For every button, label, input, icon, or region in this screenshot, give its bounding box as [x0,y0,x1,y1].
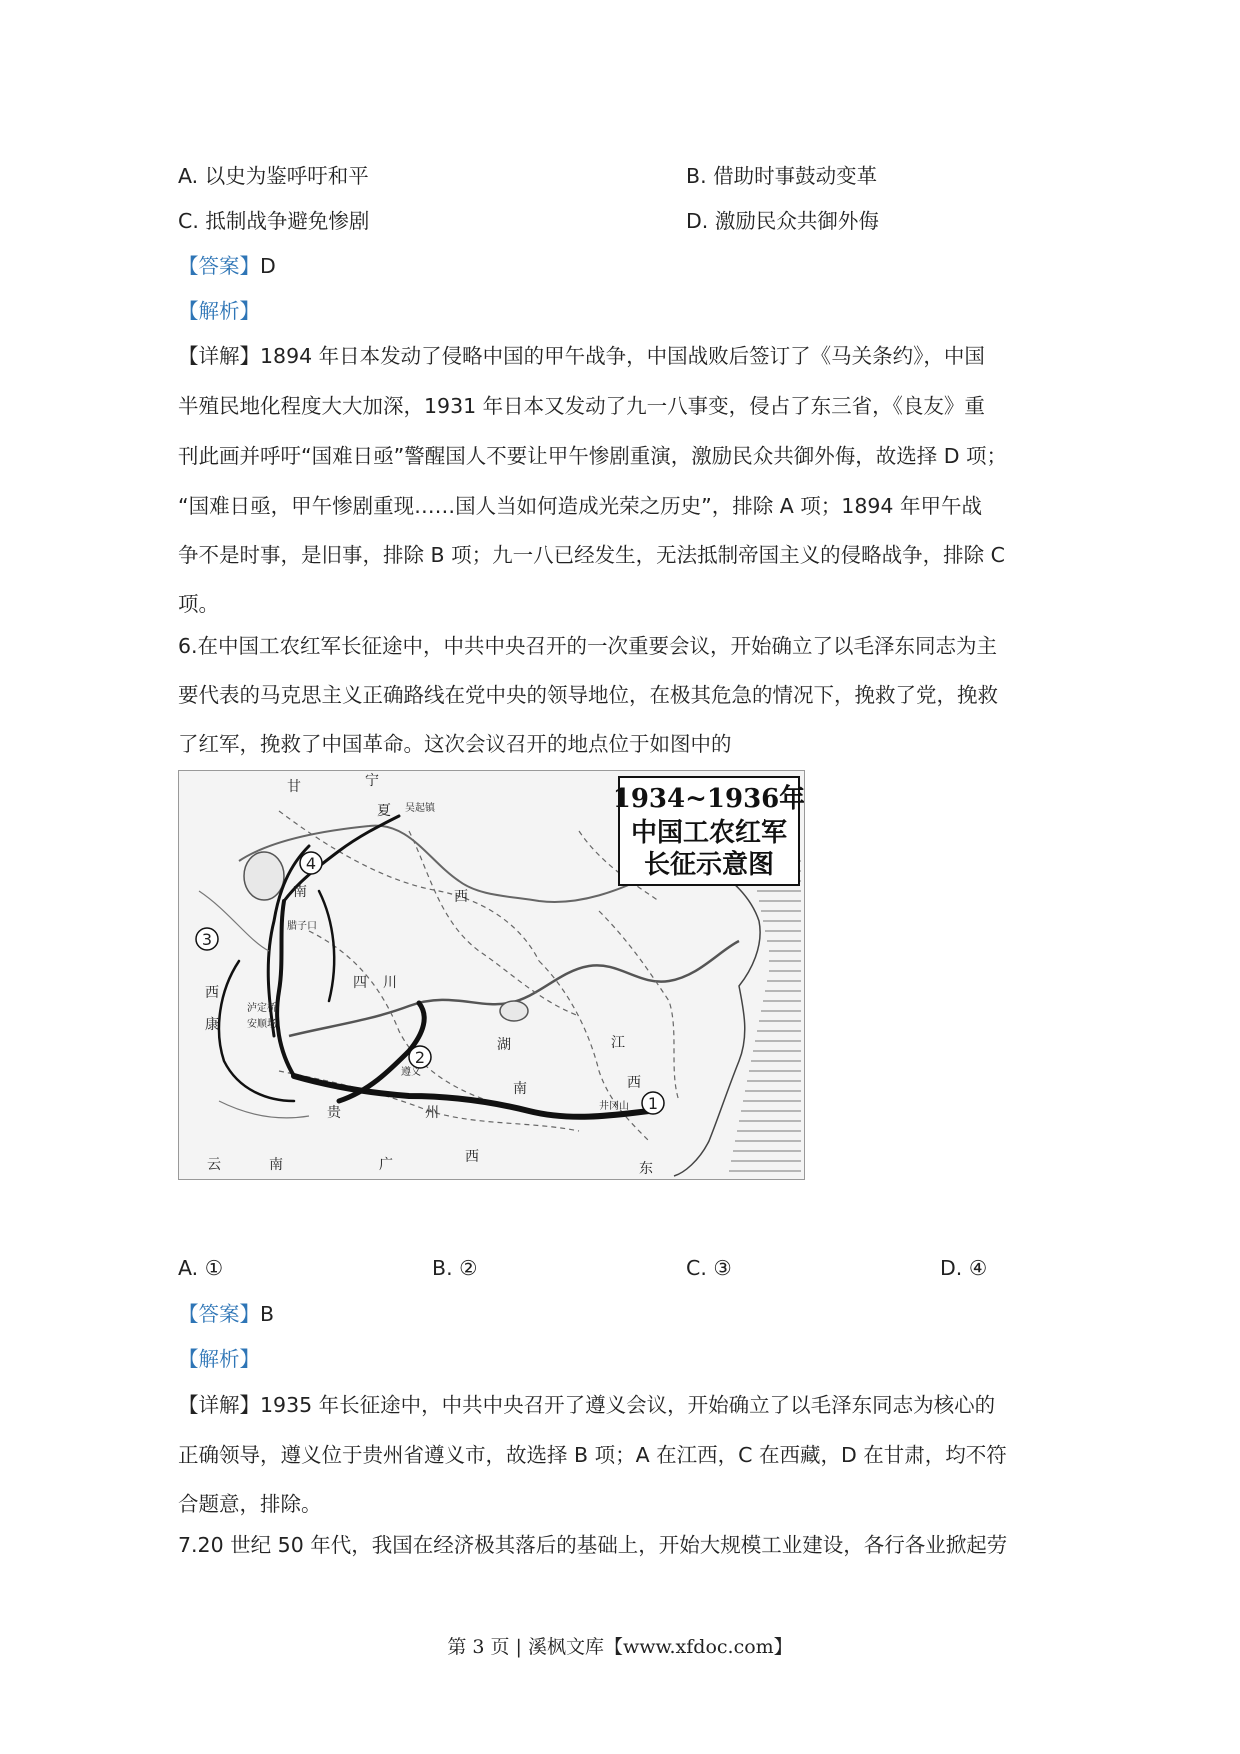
answer-tag: 【答案】 [178,1302,260,1326]
marker-2 [409,1046,431,1068]
map-title-box [613,777,804,885]
q5-detail-line-4: “国难日亟，甲午惨剧重现……国人当如何造成光荣之历史”，排除 A 项；1894 年甲午战 [178,494,982,518]
province-label: 南 [293,884,307,900]
q6-analysis-tag: 【解析】 [178,1347,260,1371]
coastline [674,851,760,1176]
lake [500,1001,528,1021]
q5-detail-line-5: 争不是时事，是旧事，排除 B 项；九一八已经发生，无法抵制帝国主义的侵略战争，排除 C [178,543,1005,567]
map-title-line-3: 长征示意图 [643,850,775,880]
q7-stem-line-1: 7.20 世纪 50 年代，我国在经济极其落后的基础上，开始大规模工业建设，各行各业掀起劳 [178,1533,1008,1557]
place-label: 安顺场 [247,1019,277,1030]
place-label: 腊子口 [287,921,317,932]
q6-stem-line-2: 要代表的马克思主义正确路线在党中央的领导地位，在极其危急的情况下，挽救了党，挽救 [178,683,998,707]
place-label: 井冈山 [599,1101,629,1112]
province-label: 夏 [377,803,391,819]
q6-answer [178,1300,274,1328]
q5-option-b: B. 借助时事鼓动变革 [686,164,878,188]
q5-detail-line-3: 刊此画并呼吁“国难日亟”警醒国人不要让甲午惨剧重演，激励民众共御外侮，故选择 D 项； [178,444,1008,468]
svg-text:4: 4 [305,854,317,873]
province-label: 四 [353,975,367,991]
q6-option-a: A. ① [178,1256,224,1280]
q5-detail-line-6: 项。 [178,592,219,616]
answer-value: D [260,254,276,278]
q5-option-a: A. 以史为鉴呼吁和平 [178,164,369,188]
q5-answer [178,252,276,280]
map-title-line-2: 中国工农红军 [630,818,788,848]
province-label: 西 [627,1075,641,1091]
q5-option-d: D. 激励民众共御外侮 [686,209,879,233]
answer-value: B [260,1302,275,1326]
map-title-line-1: 1934~1936年 [612,784,804,814]
svg-text:2: 2 [414,1048,426,1067]
marker-4 [300,852,322,874]
answer-tag: 【答案】 [178,254,260,278]
svg-text:1: 1 [647,1094,659,1113]
place-label: 泸定桥 [247,1003,277,1014]
q5-detail-line-1: 【详解】1894 年日本发动了侵略中国的甲午战争，中国战败后签订了《马关条约》，中国 [178,344,985,368]
province-label: 广 [379,1157,393,1173]
province-label: 东 [639,1161,653,1177]
province-label: 西 [205,985,219,1001]
q5-analysis-tag: 【解析】 [178,299,260,323]
marker-3 [196,928,218,950]
q6-detail-line-3: 合题意，排除。 [178,1492,322,1516]
marker-1 [642,1092,664,1114]
province-label: 湖 [497,1037,511,1053]
province-label: 西 [465,1149,479,1165]
q6-detail-line-2: 正确领导，遵义位于贵州省遵义市，故选择 B 项；A 在江西，C 在西藏，D 在甘肃，均不符 [178,1443,1007,1467]
q5-option-c: C. 抵制战争避免惨剧 [178,209,370,233]
province-label: 川 [383,975,397,991]
page-footer: 第 3 页 | 溪枫文库【www.xfdoc.com】 [447,1636,793,1658]
place-label: 遵义 [401,1067,421,1078]
long-march-map-svg [179,771,804,1179]
province-label: 南 [513,1081,527,1097]
lake [244,852,284,900]
q5-detail-line-2: 半殖民地化程度大大加深，1931 年日本又发动了九一八事变，侵占了东三省，《良友》重 [178,394,985,418]
province-label: 甘 [287,779,301,795]
long-march-map [178,770,805,1180]
sea-hatching [729,861,801,1171]
river [219,1101,309,1118]
svg-text:3: 3 [201,930,213,949]
q6-stem-line-3: 了红军，挽救了中国革命。这次会议召开的地点位于如图中的 [178,732,732,756]
province-label: 贵 [327,1105,341,1121]
province-label: 云 [207,1157,221,1173]
province-label: 江 [611,1035,625,1051]
province-label: 康 [205,1017,219,1033]
q6-option-b: B. ② [432,1256,478,1280]
q6-stem-line-1: 6.在中国工农红军长征途中，中共中央召开的一次重要会议，开始确立了以毛泽东同志为主 [178,634,998,658]
q6-option-c: C. ③ [686,1256,732,1280]
province-label: 西 [454,889,468,905]
q6-detail-line-1: 【详解】1935 年长征途中，中共中央召开了遵义会议，开始确立了以毛泽东同志为核心的 [178,1393,996,1417]
province-label: 宁 [365,773,379,789]
q6-option-d: D. ④ [940,1256,988,1280]
province-label: 南 [269,1157,283,1173]
place-label: 吴起镇 [405,803,435,814]
province-label: 州 [425,1105,439,1121]
